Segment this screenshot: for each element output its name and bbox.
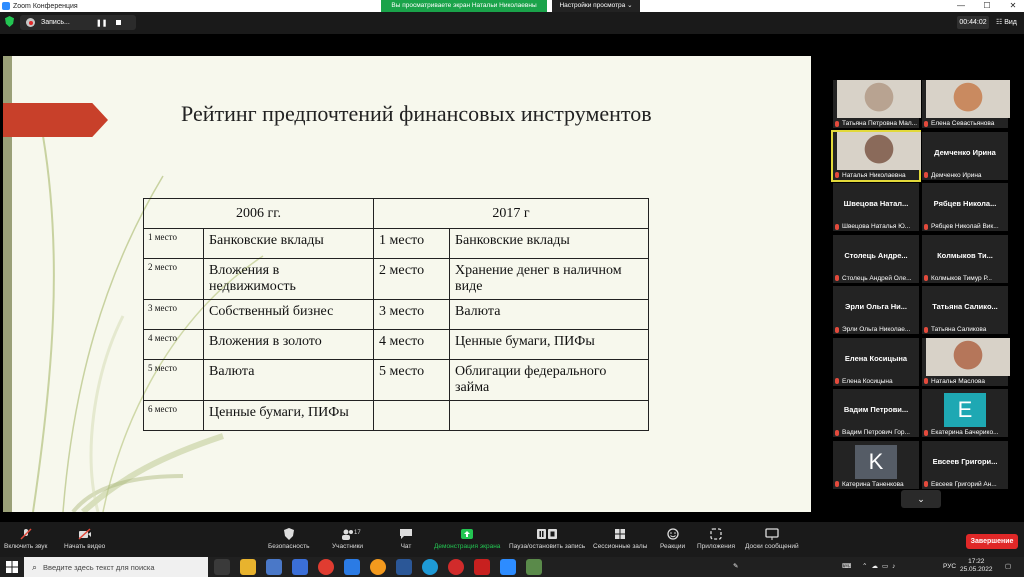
participant-label-text: Эрли Ольга Николае... xyxy=(842,326,911,333)
muted-mic-icon xyxy=(924,430,928,436)
chat-icon xyxy=(399,528,413,540)
muted-mic-icon xyxy=(835,481,839,487)
participant-tile[interactable] xyxy=(922,441,1008,489)
muted-mic-icon xyxy=(835,224,839,230)
participant-label-text: Елена Севастьянова xyxy=(931,120,995,127)
participant-label-text: Татьяна Петровна Мал... xyxy=(842,120,917,127)
slide-title: Рейтинг предпочтений финансовых инструментов xyxy=(181,101,652,126)
participant-video xyxy=(926,80,1010,118)
rank-cell: 4 место xyxy=(374,330,450,360)
participant-label-text: Демченко Ирина xyxy=(931,171,982,179)
breakout-rooms-label: Сессионные залы xyxy=(593,543,648,550)
search-placeholder: Введите здесь текст для поиска xyxy=(43,562,155,572)
muted-mic-icon xyxy=(924,224,928,230)
screen-share-banner: Вы просматриваете экран Натальи Николаевны xyxy=(381,0,547,12)
rank-cell: 4 место xyxy=(144,330,204,360)
participant-label-text: Евсеев Григорий Ан... xyxy=(931,480,997,488)
rank-cell: 5 место xyxy=(374,360,450,401)
participant-label xyxy=(835,378,917,385)
unmute-button[interactable] xyxy=(4,528,47,550)
rank-cell: 2 место xyxy=(374,259,450,300)
participants-label: Участники xyxy=(332,543,364,550)
participant-name-display: Эрли Ольга Ни... xyxy=(845,302,907,311)
mail-icon[interactable] xyxy=(344,559,360,575)
reactions-label: Реакции xyxy=(660,543,686,550)
share-screen-label: Демонстрация экрана xyxy=(434,543,501,550)
window-title: Zoom Конференция xyxy=(13,2,78,10)
table-row xyxy=(144,401,649,431)
opera-icon[interactable] xyxy=(448,559,464,575)
muted-mic-icon xyxy=(924,378,928,384)
table-row xyxy=(144,330,649,360)
notifications-icon[interactable]: ▢ xyxy=(1005,563,1012,570)
participant-label xyxy=(835,275,917,282)
zoom-app-icon xyxy=(2,2,10,10)
share-screen-button[interactable] xyxy=(434,528,500,550)
pause-recording-button[interactable] xyxy=(509,528,585,550)
participant-tile[interactable] xyxy=(833,286,919,334)
muted-mic-icon xyxy=(924,327,928,333)
participant-label-text: Наталья Николаевна xyxy=(842,171,906,179)
participant-tile[interactable] xyxy=(922,132,1008,180)
stop-recording-icon[interactable] xyxy=(116,20,121,25)
instrument-cell: Ценные бумаги, ПИФы xyxy=(204,401,374,431)
participant-name-display: Евсеев Григори... xyxy=(932,456,998,466)
breakout-rooms-icon xyxy=(613,528,627,540)
header-2017: 2017 г xyxy=(374,199,649,229)
rank-cell: 6 место xyxy=(144,401,204,431)
minimize-button[interactable]: — xyxy=(957,1,965,10)
participant-tile[interactable] xyxy=(833,338,919,386)
rank-cell: 2 место xyxy=(144,259,204,300)
muted-mic-icon xyxy=(835,172,839,178)
instrument-cell: Хранение денег в наличном виде xyxy=(450,259,649,300)
security-label: Безопасность xyxy=(268,543,310,550)
participant-avatar: E xyxy=(944,393,986,427)
participant-tile[interactable] xyxy=(922,183,1008,231)
participant-video xyxy=(837,132,921,170)
end-meeting-button[interactable]: Завершение xyxy=(966,534,1018,549)
reactions-button[interactable] xyxy=(660,528,685,550)
participant-tile[interactable] xyxy=(922,235,1008,283)
participant-tile[interactable] xyxy=(833,235,919,283)
rank-cell: 3 место xyxy=(374,300,450,330)
rank-cell: 1 место xyxy=(374,229,450,259)
participant-label xyxy=(835,481,917,488)
table-row xyxy=(144,229,649,259)
ranking-table xyxy=(143,198,649,431)
instrument-cell: Собственный бизнес xyxy=(204,300,374,330)
pen-icon[interactable]: ✎ xyxy=(733,563,739,570)
whiteboard-button[interactable] xyxy=(745,528,799,550)
participant-tile[interactable] xyxy=(833,389,919,437)
recording-icon xyxy=(26,18,35,27)
search-app-icon[interactable] xyxy=(370,559,386,575)
participant-label-text: Столець Андрей Оле... xyxy=(842,274,912,282)
participant-name-display: Татьяна Салико... xyxy=(932,302,998,311)
apps-icon xyxy=(709,528,723,540)
participant-label xyxy=(924,429,1006,436)
participant-tile[interactable] xyxy=(922,286,1008,334)
participant-tile[interactable] xyxy=(833,80,919,128)
instrument-cell: Банковские вклады xyxy=(450,229,649,259)
gallery-scroll-down-button[interactable]: ⌄ xyxy=(901,490,941,508)
keyboard-icon[interactable]: ⌨ xyxy=(842,563,852,570)
participant-tile[interactable] xyxy=(833,132,919,180)
participant-label-text: Екатерина Бачерико... xyxy=(931,429,999,436)
participants-count: 17 xyxy=(354,530,361,536)
security-button[interactable] xyxy=(268,528,309,550)
participants-icon xyxy=(341,528,355,540)
muted-mic-icon xyxy=(835,378,839,384)
participant-name-display: Елена Косицына xyxy=(844,353,908,363)
muted-mic-icon xyxy=(924,481,928,487)
share-screen-icon xyxy=(460,528,474,540)
chat-button[interactable] xyxy=(399,528,413,550)
muted-mic-icon xyxy=(19,528,33,540)
participant-avatar: K xyxy=(855,445,897,479)
task-view-icon[interactable] xyxy=(214,559,230,575)
participant-name-display: Демченко Ирина xyxy=(934,147,996,157)
recording-indicator xyxy=(20,15,136,30)
participant-tile[interactable] xyxy=(922,338,1008,386)
participant-label-text: Наталья Маслова xyxy=(931,377,986,385)
pause-recording-icon[interactable]: ❚❚ xyxy=(95,19,108,27)
clock-date: 25.05.2022 xyxy=(960,566,993,573)
muted-mic-icon xyxy=(924,121,928,127)
taskbar-clock[interactable] xyxy=(960,558,993,574)
meeting-topbar xyxy=(0,12,1024,34)
file-explorer-icon[interactable] xyxy=(240,559,256,575)
start-video-label: Начать видео xyxy=(64,543,106,550)
participant-label-text: Колмыков Тимур Р... xyxy=(931,274,992,282)
instrument-cell: Валюта xyxy=(204,360,374,401)
participant-video xyxy=(837,80,921,118)
close-window-button[interactable]: ✕ xyxy=(1009,1,1017,10)
table-row xyxy=(144,259,649,300)
muted-mic-icon xyxy=(835,121,839,127)
participant-label xyxy=(924,172,1006,179)
video-off-icon xyxy=(78,528,92,540)
slide-title-arrow xyxy=(3,103,108,137)
participant-label-text: Рябцев Николай Вик... xyxy=(931,223,999,230)
chat-label: Чат xyxy=(400,543,412,550)
windows-start-icon[interactable] xyxy=(6,561,18,573)
yandex-browser-icon[interactable] xyxy=(318,559,334,575)
participant-label xyxy=(835,326,917,333)
participant-label xyxy=(924,275,1006,282)
participant-label xyxy=(835,429,917,436)
participant-label-text: Катерина Таненкова xyxy=(842,480,904,488)
meeting-timer: 00:44:02 xyxy=(957,16,989,29)
muted-mic-icon xyxy=(924,275,928,281)
shared-slide xyxy=(3,56,811,512)
muted-mic-icon xyxy=(835,327,839,333)
word-icon[interactable] xyxy=(396,559,412,575)
instrument-cell: Ценные бумаги, ПИФы xyxy=(450,330,649,360)
header-2006: 2006 гг. xyxy=(144,199,374,229)
store-icon[interactable] xyxy=(266,559,282,575)
participant-name-display: Швецова Натал... xyxy=(843,199,909,208)
instrument-cell: Облигации федерального займа xyxy=(450,360,649,401)
clock-time: 17:22 xyxy=(968,558,985,565)
pause-stop-icon xyxy=(536,528,558,540)
acrobat-icon[interactable] xyxy=(474,559,490,575)
rank-cell xyxy=(374,401,450,431)
save-icon[interactable] xyxy=(292,559,308,575)
participant-name-display: Колмыков Ти... xyxy=(937,250,993,260)
pause-recording-label: Пауза/остановить запись xyxy=(509,543,586,550)
shield-icon xyxy=(282,528,296,540)
edge-icon[interactable] xyxy=(422,559,438,575)
participant-video xyxy=(926,338,1010,376)
table-row xyxy=(144,300,649,330)
rank-cell: 1 место xyxy=(144,229,204,259)
taskbar-search-box[interactable] xyxy=(24,557,208,577)
participant-tile[interactable] xyxy=(922,389,1008,437)
instrument-cell: Валюта xyxy=(450,300,649,330)
table-header-row xyxy=(144,199,649,229)
recording-label: Запись... xyxy=(41,19,70,26)
participant-label xyxy=(835,120,917,127)
participant-label xyxy=(835,223,917,230)
participant-name-display: Рябцев Никола... xyxy=(933,199,997,208)
view-options-button[interactable]: Настройки просмотра ⌄ xyxy=(552,0,640,12)
instrument-cell: Банковские вклады xyxy=(204,229,374,259)
maximize-button[interactable]: ☐ xyxy=(983,1,991,10)
whiteboard-label: Доски сообщений xyxy=(745,543,799,550)
whiteboard-icon xyxy=(765,528,779,540)
language-indicator[interactable]: РУС xyxy=(943,563,957,570)
participant-label-text: Швецова Наталья Ю... xyxy=(842,223,911,230)
rank-cell: 3 место xyxy=(144,300,204,330)
instrument-cell: Вложения в недвижимость xyxy=(204,259,374,300)
participant-label xyxy=(924,120,1006,127)
participant-label xyxy=(924,326,1006,333)
smiley-icon xyxy=(666,528,680,540)
table-row xyxy=(144,360,649,401)
participant-tile[interactable] xyxy=(833,183,919,231)
muted-mic-icon xyxy=(924,172,928,178)
participant-tile[interactable] xyxy=(922,80,1008,128)
search-icon: ⌕ xyxy=(32,561,38,572)
zoom-taskbar-icon[interactable] xyxy=(500,559,516,575)
participant-label xyxy=(924,378,1006,385)
rank-cell: 5 место xyxy=(144,360,204,401)
participant-label-text: Вадим Петрович Гор... xyxy=(842,429,910,436)
instrument-cell xyxy=(450,401,649,431)
muted-mic-icon xyxy=(835,430,839,436)
start-video-button[interactable] xyxy=(64,528,105,550)
apps-label: Приложения xyxy=(697,543,736,550)
app-taskbar-icon[interactable] xyxy=(526,559,542,575)
participant-label-text: Татьяна Саликова xyxy=(931,326,987,333)
muted-mic-icon xyxy=(835,275,839,281)
participant-tile[interactable] xyxy=(833,441,919,489)
system-tray-icons[interactable]: ⌃☁▭♪ xyxy=(862,563,900,570)
view-layout-button[interactable]: ☷ Вид xyxy=(996,19,1017,26)
participant-label xyxy=(924,481,1006,488)
breakout-rooms-button[interactable] xyxy=(593,528,647,550)
apps-button[interactable] xyxy=(697,528,735,550)
participant-name-display: Вадим Петрови... xyxy=(843,405,909,414)
participant-label-text: Елена Косицына xyxy=(842,377,893,385)
participant-label xyxy=(924,223,1006,230)
participant-name-display: Столець Андре... xyxy=(844,250,908,260)
participant-label xyxy=(835,172,917,179)
unmute-label: Включить звук xyxy=(4,543,48,550)
instrument-cell: Вложения в золото xyxy=(204,330,374,360)
